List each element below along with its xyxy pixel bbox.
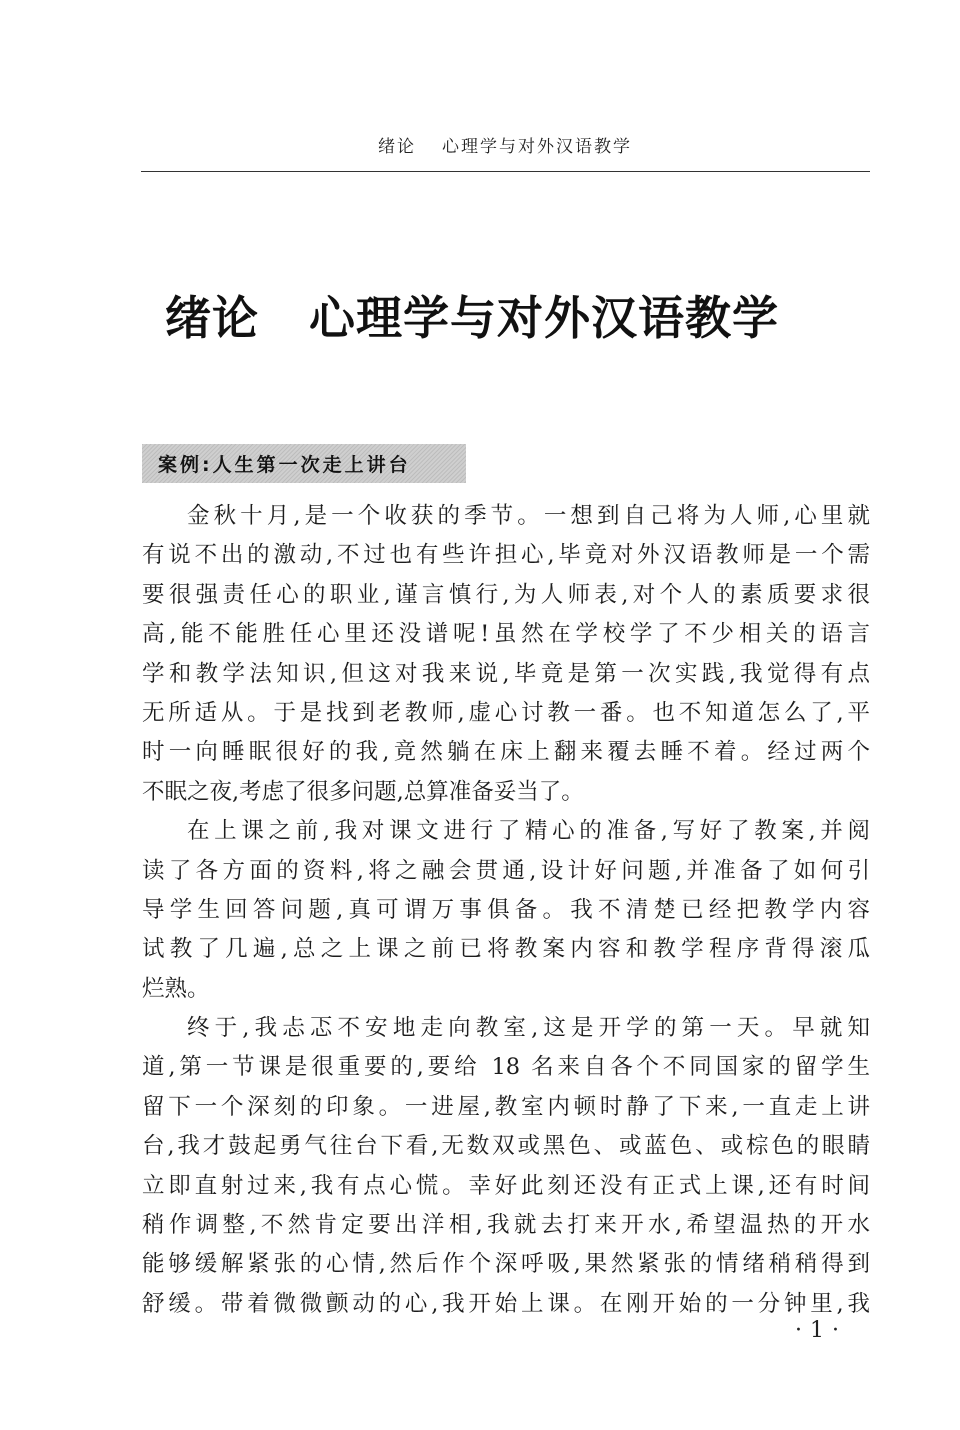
text-line: 留下一个深刻的印象。一进屋,教室内顿时静了下来,一直走上讲	[142, 1093, 870, 1120]
body-text	[142, 497, 870, 1324]
header-rule	[141, 171, 870, 172]
text-line: 不眠之夜,考虑了很多问题,总算准备妥当了。	[142, 778, 584, 805]
running-header	[0, 132, 960, 157]
page-number: ·1·	[795, 1318, 847, 1343]
text-line: 台,我才鼓起勇气往台下看,无数双或黑色、或蓝色、或棕色的眼睛	[142, 1133, 870, 1160]
chapter-name: 心理学与对外汉语教学	[309, 291, 779, 345]
paragraph-2	[142, 812, 870, 1009]
text-line: 无所适从。于是找到老教师,虚心讨教一番。也不知道怎么了,平	[142, 699, 870, 726]
text-line: 舒缓。带着微微颤动的心,我开始上课。在刚开始的一分钟里,我	[142, 1290, 870, 1317]
text-line: 时一向睡眠很好的我,竟然躺在床上翻来覆去睡不着。经过两个	[142, 739, 870, 766]
text-line: 读了各方面的资料,将之融会贯通,设计好问题,并准备了如何引	[142, 857, 870, 884]
chapter-title	[165, 282, 865, 348]
text-line: 在上课之前,我对课文进行了精心的准备,写好了教案,并阅	[187, 818, 870, 845]
text-line: 试教了几遍,总之上课之前已将教案内容和教学程序背得滚瓜	[142, 936, 870, 963]
text-line: 金秋十月,是一个收获的季节。一想到自己将为人师,心里就	[187, 503, 870, 529]
paragraph-3	[142, 1009, 870, 1324]
case-heading-box	[142, 444, 466, 483]
text-line: 导学生回答问题,真可谓万事俱备。我不清楚已经把教学内容	[142, 896, 870, 923]
text-line: 能够缓解紧张的心情,然后作个深呼吸,果然紧张的情绪稍稍得到	[142, 1251, 870, 1278]
case-heading: 案例:人生第一次走上讲台	[158, 454, 411, 476]
chapter-label: 绪论	[165, 291, 259, 345]
paragraph-1	[142, 497, 870, 812]
text-line: 高,能不能胜任心里还没谱呢!虽然在学校学了不少相关的语言	[142, 621, 870, 648]
text-line: 立即直射过来,我有点心慌。幸好此刻还没有正式上课,还有时间	[142, 1172, 870, 1199]
text-line: 要很强责任心的职业,谨言慎行,为人师表,对个人的素质要求很	[142, 581, 870, 608]
running-header-chapter: 绪论	[378, 137, 416, 157]
text-line: 有说不出的激动,不过也有些许担心,毕竟对外汉语教师是一个需	[142, 542, 870, 569]
text-line: 终于,我忐忑不安地走向教室,这是开学的第一天。早就知	[187, 1015, 870, 1042]
text-line: 道,第一节课是很重要的,要给 18 名来自各个不同国家的留学生	[142, 1054, 870, 1081]
running-header-title: 心理学与对外汉语教学	[442, 137, 632, 157]
text-line: 烂熟。	[142, 975, 210, 1002]
text-line: 稍作调整,不然肯定要出洋相,我就去打来开水,希望温热的开水	[142, 1212, 870, 1239]
text-line: 学和教学法知识,但这对我来说,毕竟是第一次实践,我觉得有点	[142, 660, 870, 687]
